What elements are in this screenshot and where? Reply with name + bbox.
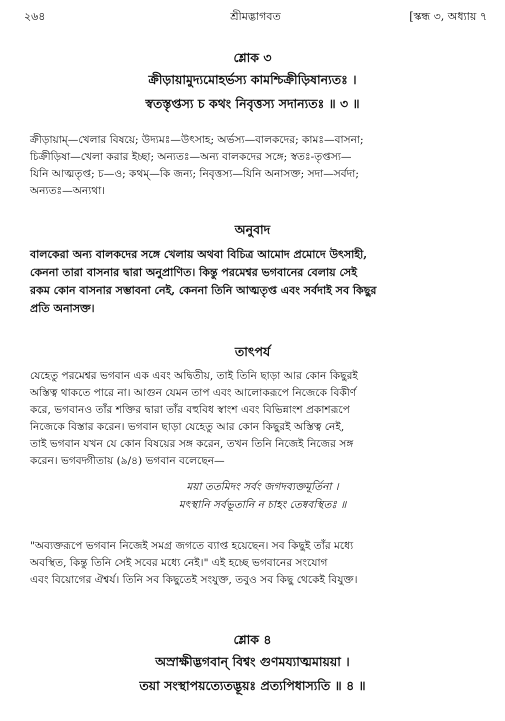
section-reference: [স্কন্ধ ৩, অধ্যায় ৭ <box>409 10 487 23</box>
gita-quote <box>60 478 465 514</box>
purport-line: যেহেতু পরমেশ্বর ভগবান এক এবং অদ্বিতীয়, তাই তিনি ছাড়া আর কোন কিছুরই <box>30 370 358 382</box>
translation-line: রকম কোন বাসনার সম্ভাবনা নেই, কেননা তিনি আত্মতৃপ্ত এবং সর্বদাই সব কিছুর <box>30 284 377 297</box>
sloka-label: শ্লোক ৪ <box>233 632 272 647</box>
purport-block <box>30 368 483 470</box>
synonyms-line: যিনি আত্মতৃপ্ত; চ—ও; কথম্—কি জন্য; নিবৃত্তস্য—যিনি অনাসক্ত; সদা—সর্বদা; <box>30 168 359 180</box>
translation-line: প্রতি অনাসক্ত। <box>30 302 95 315</box>
purport-line: তাই ভগবান যখন যে কোন বিষয়ের সঙ্গ করেন, তখন তিনি নিজেই নিজের সঙ্গ <box>30 438 354 450</box>
purport-line: করেন। ভগবদ্গীতায় (৯/৪) ভগবান বলেছেন— <box>30 455 225 467</box>
sloka-label: শ্লোক ৩ <box>233 50 272 65</box>
purport-line: নিজেকে বিস্তার করেন। ভগবান ছাড়া যেহেতু আর কোন কিছুরই অস্তিত্ব নেই, <box>30 421 345 433</box>
verse-line: স্বতস্তৃপ্তস্য চ কথং নিবৃত্তস্য সদান্যতঃ ॥ ৩ ॥ <box>145 96 360 111</box>
purport-line: অস্তিত্ব থাকতে পারে না। আগুন যেমন তাপ এবং আলোকরূপে নিজেকে বিকীর্ণ <box>30 387 357 399</box>
purport-continuation <box>30 538 483 589</box>
purport-line: এবং বিয়োগের ঐশ্বর্য। তিনি সব কিছুতেই সংযুক্ত, তবুও সব কিছু থেকেই বিযুক্ত। <box>30 574 358 586</box>
synonyms-line: ক্রীড়ায়াম্—খেলার বিষয়ে; উদ্যমঃ—উৎসাহ; অর্ভস্য—বালকদের; কামঃ—বাসনা; <box>30 134 364 146</box>
translation-heading: অনুবাদ <box>234 222 271 237</box>
quote-line: ময়া ততমিদং সর্বং জগদব্যক্তমূর্তিনা । <box>186 481 339 493</box>
translation-line: কেননা তারা বাসনার দ্বারা অনুপ্রাণিত। কিন্তু পরমেশ্বর ভগবানের বেলায় সেই <box>30 266 357 279</box>
purport-line: করে, ভগবানও তাঁর শক্তির দ্বারা তাঁর বহুবিধ স্বাংশ এবং বিভিন্নাংশ প্রকাশরূপে <box>30 404 350 416</box>
verse-line: ক্রীড়ায়ামুদ্যমোহর্ভস্য কামশ্চিক্রীড়িষান্যতঃ । <box>148 72 357 87</box>
translation-line: বালকেরা অন্য বালকদের সঙ্গে খেলায় অথবা বিচিত্র আমোদ প্রমোদে উৎসাহী, <box>30 248 368 261</box>
verse-line: তয়া সংস্থাপয়ত্যেতদ্ভূয়ঃ প্রত্যপিধাস্যতি ॥ ৪ ॥ <box>139 678 366 693</box>
synonyms-line: চিক্রীড়িষা—খেলা করার ইচ্ছা; অন্যতঃ—অন্য বালকদের সঙ্গে; স্বতঃ-তৃপ্তস্য— <box>30 151 352 163</box>
purport-line: "অব্যক্তরূপে ভগবান নিজেই সমগ্র জগতে ব্যাপ্ত হয়েছেন। সব কিছুই তাঁর মধ্যে <box>30 540 354 552</box>
verse-line: অস্রাক্ষীদ্ভগবান্ বিশ্বং গুণময্যাত্মমায়য়া । <box>155 654 350 669</box>
synonyms-line: অন্যতঃ—অন্যথা। <box>30 185 106 197</box>
purport-line: অবস্থিত, কিন্তু তিনি সেই সবের মধ্যে নেই।" এই হচ্ছে ভগবানের সংযোগ <box>30 557 328 569</box>
book-title: শ্রীমদ্ভাগবত <box>230 10 281 23</box>
translation-block <box>30 246 483 318</box>
purport-heading: তাৎপর্য <box>234 344 271 359</box>
quote-line: মৎস্থানি সর্বভূতানি ন চাহং তেষ্ববস্থিতঃ ॥ <box>178 499 347 511</box>
synonyms-block <box>30 132 483 200</box>
page-header <box>24 6 487 24</box>
page-number: ২৬৪ <box>24 10 46 23</box>
